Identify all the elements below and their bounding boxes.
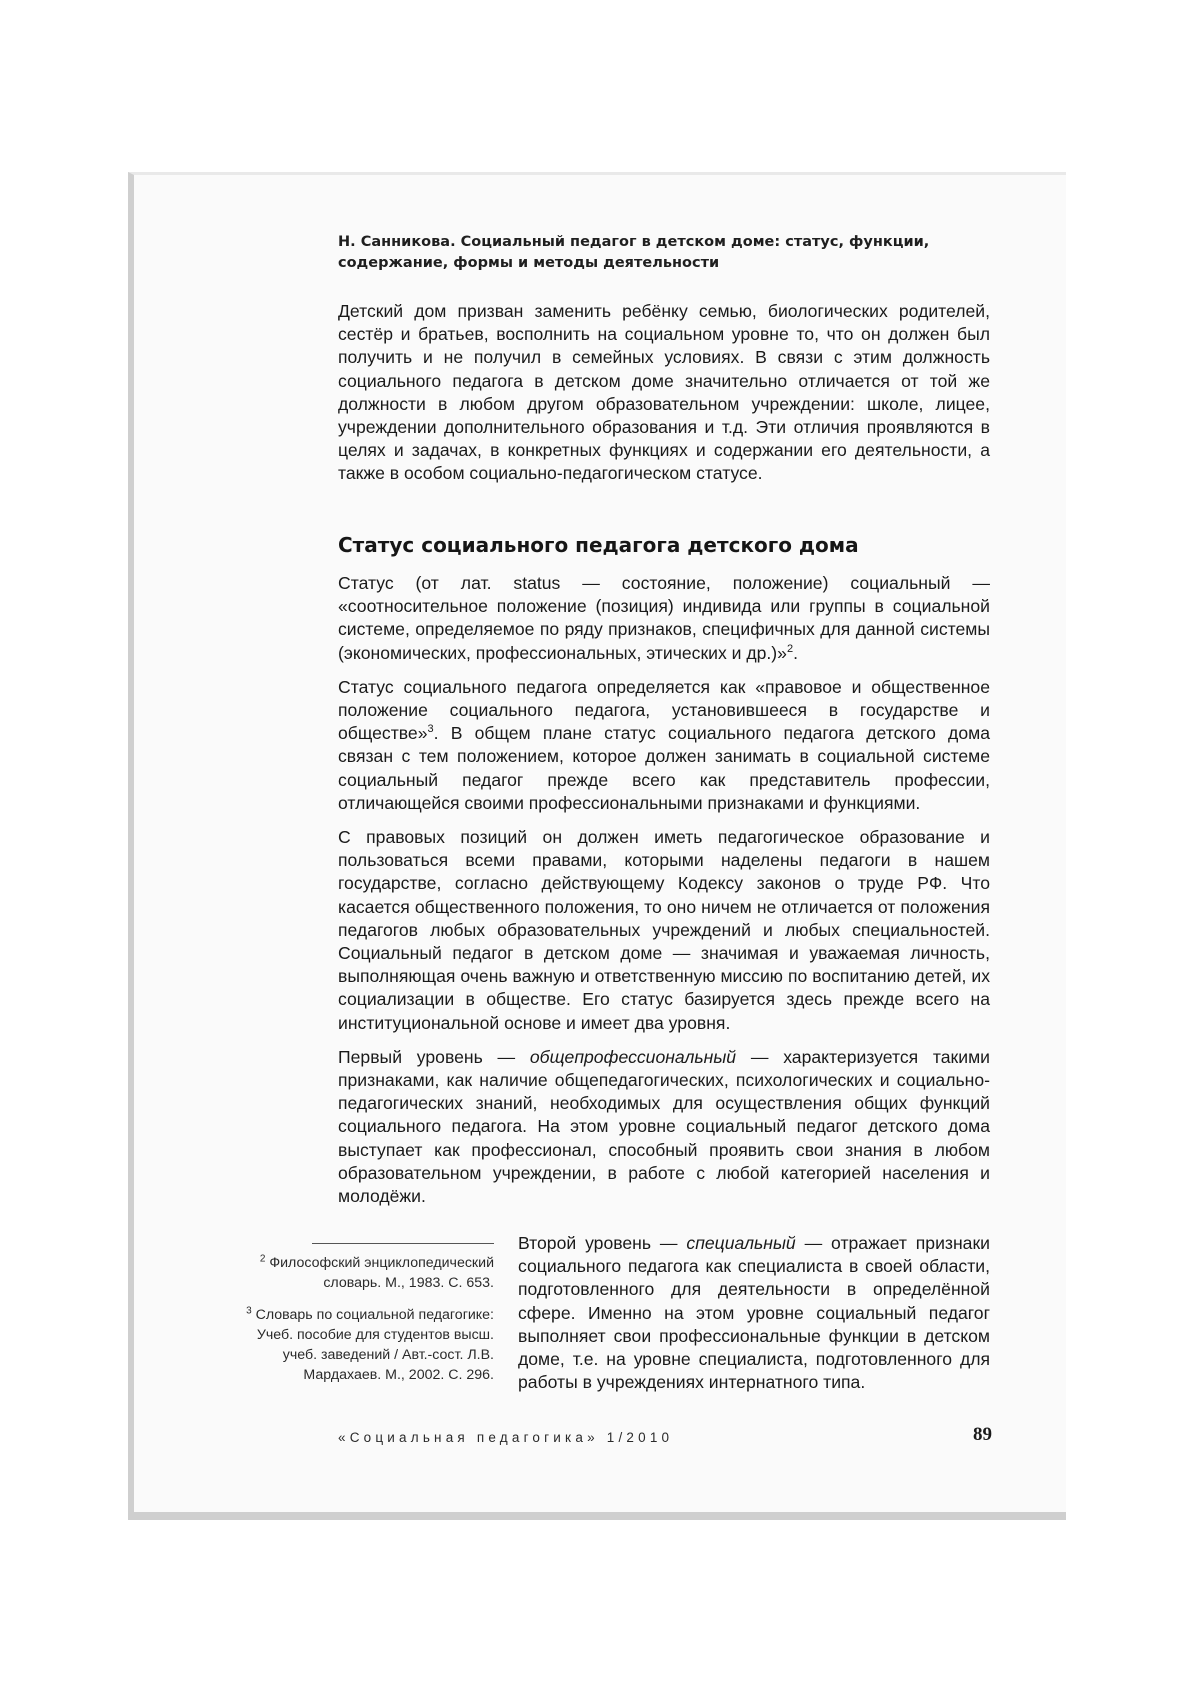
- section-heading: Статус социального педагога детского дома: [338, 533, 859, 557]
- paragraph-text: Статус (от лат. status — состояние, положение) социальный — «соотносительное положение (позиция) индивида или группы в социальной системе, определяемое по ряду признаков, специфичных для данной системы (экономических, профессиональных, этических и др.)»: [338, 573, 990, 663]
- paragraph-text: — характеризуется такими признаками, как наличие общепедагогических, психологических и социально-педагогических знаний, необходимых для осуществления общих функций социального педагога. На этом уровне социальный педагог детского дома выступает как профессионал, способный проявить свои знания в любом образовательном учреждении, в работе с любой категорией населения и молодёжи.: [338, 1046, 991, 1207]
- running-title: Н. Санникова. Социальный педагог в детском доме: статус, функции, содержание, формы и методы деятельности: [338, 234, 930, 271]
- paragraph-status-definition: Статус (от лат. status — состояние, положение) социальный — «соотносительное положение (позиция) индивида или группы в социальной системе, определяемое по ряду признаков, специфичных для данной системы (экономических, профессиональных, этических и др.)»$^2$.: [338, 573, 990, 663]
- emphasis-term: специальный: [686, 1233, 796, 1253]
- intro-block: [338, 300, 990, 497]
- footnote-number: 2: [259, 1253, 266, 1265]
- paragraph-status-social-pedagogue: [338, 676, 990, 815]
- footnotes: [232, 1253, 494, 1397]
- paragraph-second-level: [518, 1232, 990, 1394]
- footnote-divider: [312, 1243, 494, 1244]
- footnote-item: [232, 1305, 494, 1385]
- paragraph-text: Второй уровень —: [518, 1233, 687, 1253]
- paragraph-text: Первый уровень —: [338, 1046, 530, 1067]
- paragraph-legal-positions: С правовых позиций он должен иметь педагогическое образование и пользоваться всеми правами, которыми наделены педагоги в нашем государстве, согласно действующему Кодексу законов о труде РФ. Что касается общественного положения, то оно ничем не отличается от положения педагогов любых образовательных учреждений и любых специальностей. Социальный педагог в детском доме — значимая и уважаемая личность, выполняющая очень важную и ответственную миссию по воспитанию детей, их социализации в обществе. Его статус базируется здесь прежде всего на институциональной основе и имеет два уровня.: [338, 827, 990, 1033]
- footnote-text: Философский энциклопедический словарь. М., 1983. С. 653.: [269, 1255, 494, 1291]
- page-bottom-shadow: [128, 1512, 1066, 1520]
- footnote-item: [232, 1253, 494, 1293]
- footnote-number: 3: [246, 1305, 252, 1317]
- intro-paragraph: Детский дом призван заменить ребёнку семью, биологических родителей, сестёр и братьев, восполнить на социальном уровне то, что он должен был получить и не получил в семейных условиях. В связи с этим должность социального педагога в детском доме значительно отличается от той же должности в любом другом образовательном учреждении: школе, лицее, учреждении дополнительного образования и т.д. Эти отличия проявляются в целях и задачах, в конкретных функциях и содержании его деятельности, а также в особом социально-педагогическом статусе.: [338, 301, 990, 484]
- journal-footer: «Социальная педагогика» 1/2010: [338, 1430, 674, 1445]
- section-body: [338, 572, 990, 1219]
- emphasis-term: общепрофессиональный: [529, 1046, 737, 1067]
- footnote-ref[interactable]: 2: [786, 642, 794, 655]
- page-number: 89: [973, 1424, 992, 1445]
- paragraph-text: — отражает признаки социального педагога как специалиста в своей области, подготовленного для деятельности в определённой сфере. Именно на этом уровне социальный педагог выполняет свои профессиональные функции в детском доме, т.е. на уровне специалиста, подготовленного для работы в учреждениях интернатного типа.: [518, 1233, 990, 1393]
- paragraph-first-level: [338, 1046, 990, 1208]
- paragraph-text: Статус социального педагога определяется как «правовое и общественное положение социального педагога, установившееся в государстве и обществе»: [338, 676, 990, 744]
- footnote-ref[interactable]: 3: [427, 723, 434, 736]
- second-level-column: [518, 1232, 990, 1394]
- paragraph-text: . В общем плане статус социального педагога детского дома связан с тем положением, которое должен занимать в социальной системе социальный педагог прежде всего как представитель профессии, отличающейся своими профессиональными признаками и функциями.: [338, 723, 990, 813]
- footnote-text: Словарь по социальной педагогике: Учеб. пособие для студентов высш. учеб. заведений / Авт.-сост. Л.В. Мардахаев. М., 2002. С. 296.: [255, 1307, 494, 1383]
